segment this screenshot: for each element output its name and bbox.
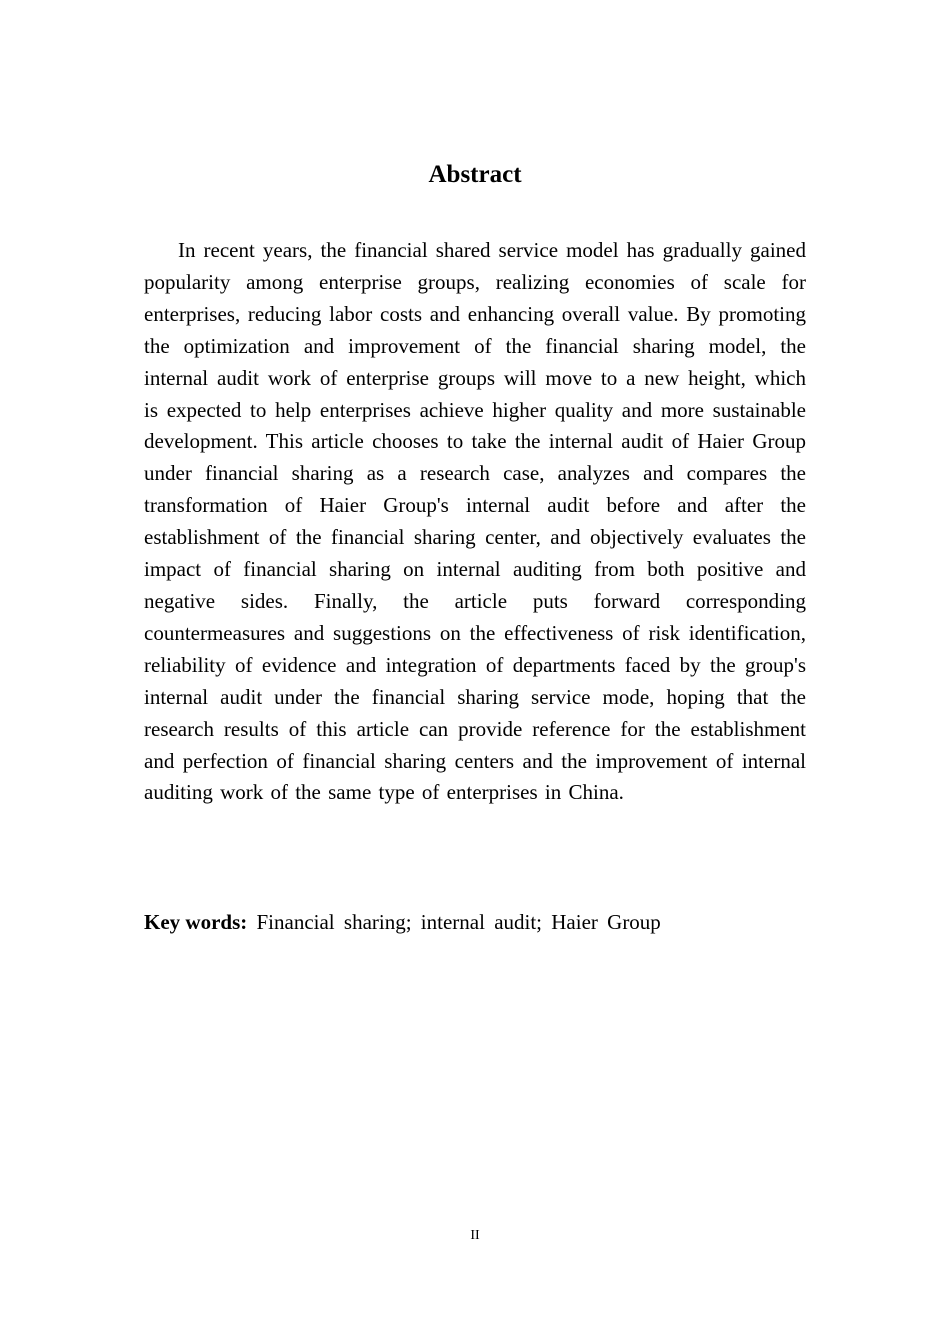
keywords-label: Key words: <box>144 910 248 934</box>
page-number: II <box>470 1228 480 1243</box>
abstract-body: In recent years, the financial shared service model has gradually gained popularity among enterprise groups, realizing economies of scale for enterprises, reducing labor costs and enhancing overall value. By promoting the optimization and improvement of the financial sharing model, the internal audit work of enterprise groups will move to a new height, which is expected to help enterprises achieve higher quality and more sustainable development. This article chooses to take the internal audit of Haier Group under financial sharing as a research case, analyzes and compares the transformation of Haier Group's internal audit before and after the establishment of the financial sharing center, and objectively evaluates the impact of financial sharing on internal auditing from both positive and negative sides. Finally, the article puts forward corresponding countermeasures and suggestions on the effectiveness of risk identification, reliability of evidence and integration of departments faced by the group's internal audit under the financial sharing service mode, hoping that the research results of this article can provide reference for the establishment and perfection of financial sharing centers and the improvement of internal auditing work of the same type of enterprises in China. <box>144 238 806 805</box>
abstract-title: Abstract <box>428 161 522 188</box>
keywords-line <box>144 906 806 938</box>
keywords-text: Financial sharing; internal audit; Haier Group <box>256 910 661 934</box>
